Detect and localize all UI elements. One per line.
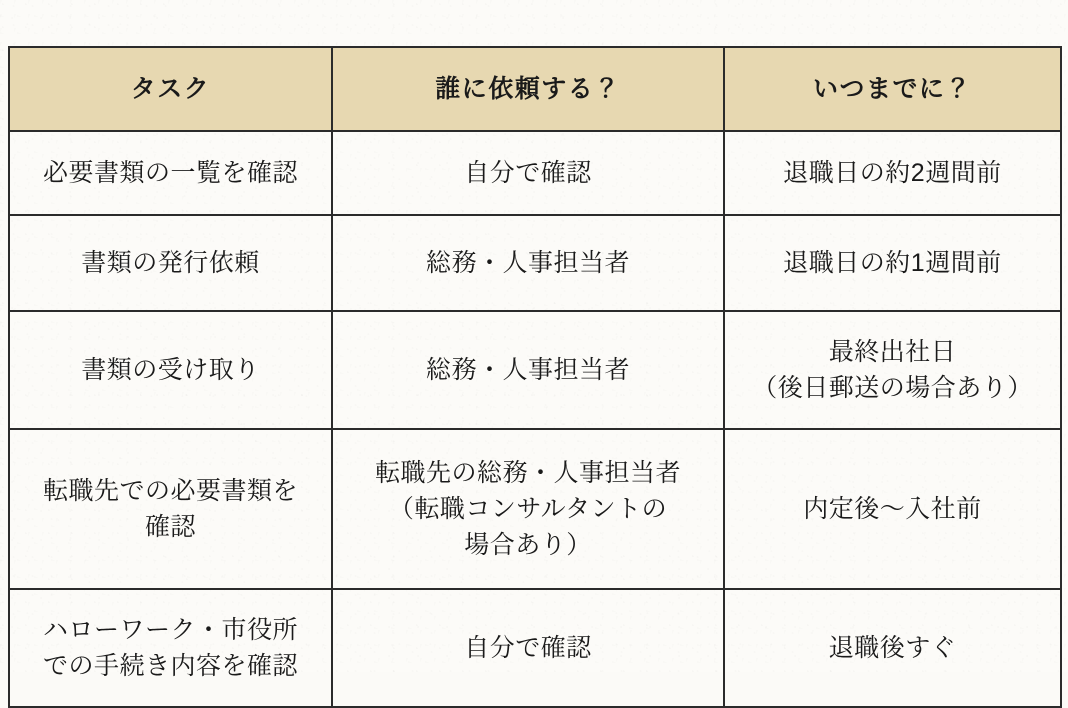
table-row bbox=[9, 131, 1061, 215]
cell-task bbox=[9, 429, 332, 589]
cell-who-line-3: 場合あり） bbox=[464, 531, 592, 560]
table-row bbox=[9, 589, 1061, 707]
table-header bbox=[9, 47, 1061, 131]
cell-who: 総務・人事担当者 bbox=[332, 215, 724, 311]
table-row bbox=[9, 311, 1061, 429]
column-header-when: いつまでに？ bbox=[724, 47, 1061, 131]
cell-who bbox=[332, 429, 724, 589]
cell-when bbox=[724, 311, 1061, 429]
cell-task-line-2: での手続き内容を確認 bbox=[42, 652, 298, 680]
column-header-task: タスク bbox=[9, 47, 332, 131]
cell-who-line-1: 転職先の総務・人事担当者 bbox=[374, 458, 681, 487]
cell-task-line-1: ハローワーク・市役所 bbox=[42, 615, 298, 644]
cell-when: 退職日の約1週間前 bbox=[724, 215, 1061, 311]
cell-task-line-1: 転職先での必要書類を bbox=[42, 476, 298, 505]
table-body bbox=[9, 131, 1061, 707]
cell-task: 書類の発行依頼 bbox=[9, 215, 332, 311]
table-row bbox=[9, 429, 1061, 589]
cell-when-line-2: （後日郵送の場合あり） bbox=[752, 374, 1033, 402]
cell-when-line-1: 最終出社日 bbox=[828, 337, 957, 366]
cell-who: 自分で確認 bbox=[332, 131, 724, 215]
cell-who: 自分で確認 bbox=[332, 589, 724, 707]
cell-task: 必要書類の一覧を確認 bbox=[9, 131, 332, 215]
cell-who-line-2: （転職コンサルタントの bbox=[388, 494, 668, 523]
table-row bbox=[9, 215, 1061, 311]
cell-when: 退職日の約2週間前 bbox=[724, 131, 1061, 215]
cell-task: 書類の受け取り bbox=[9, 311, 332, 429]
table-header-row bbox=[9, 47, 1061, 131]
cell-when: 内定後〜入社前 bbox=[724, 429, 1061, 589]
column-header-who: 誰に依頼する？ bbox=[332, 47, 724, 131]
table-container bbox=[8, 46, 1060, 708]
cell-task bbox=[9, 589, 332, 707]
cell-who: 総務・人事担当者 bbox=[332, 311, 724, 429]
cell-when: 退職後すぐ bbox=[724, 589, 1061, 707]
task-table bbox=[8, 46, 1062, 708]
cell-task-line-2: 確認 bbox=[144, 513, 196, 541]
